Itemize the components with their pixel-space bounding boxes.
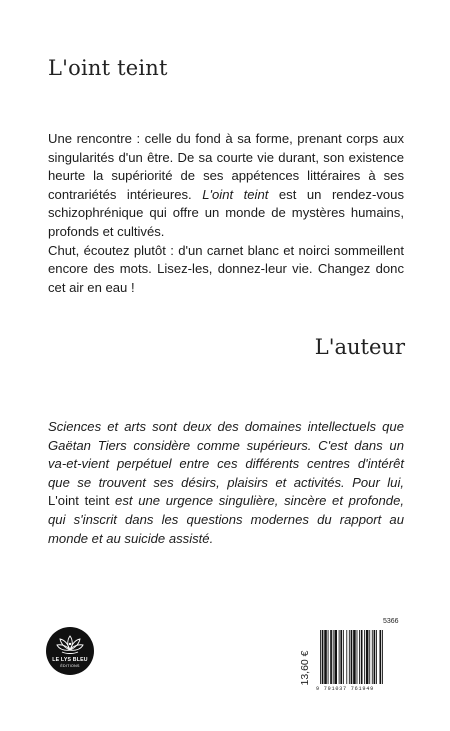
author-heading: L'auteur <box>314 335 405 359</box>
price-label: 13,60 € <box>299 650 311 686</box>
barcode-bar <box>339 630 340 684</box>
barcode-bar <box>361 630 363 684</box>
barcode-bar <box>359 630 360 684</box>
barcode-bar <box>343 630 344 684</box>
author-bio-text: est une urgence singulière, sincère et profonde, qui s'inscrit dans les questions modernes du rapport au monde et au suicide assisté. <box>48 493 404 546</box>
barcode-bar <box>334 630 337 684</box>
barcode-bar <box>349 630 350 684</box>
publisher-name: LE LYS BLEU <box>52 657 88 663</box>
synopsis-title-ref: L'oint teint <box>202 186 269 202</box>
barcode-bar <box>328 630 329 684</box>
barcode-bar <box>340 630 342 684</box>
barcode-bar <box>369 630 370 684</box>
publisher-logo <box>46 627 94 675</box>
barcode-bar <box>376 630 377 684</box>
barcode-bar <box>364 630 365 684</box>
barcode-bar <box>324 630 327 684</box>
barcode-bar <box>380 630 382 684</box>
book-title: L'oint teint <box>48 56 168 80</box>
isbn-digits: 9 791037 761949 <box>316 686 374 692</box>
synopsis-paragraph-1 <box>48 130 404 242</box>
author-bio-title-ref: L'oint teint <box>48 493 110 509</box>
barcode-bar <box>330 630 332 684</box>
barcode-bar <box>346 630 347 684</box>
barcode-bar <box>353 630 356 684</box>
author-bio-text: Sciences et arts sont deux des domaines intellectuels que Gaëtan Tiers considère comme supérieurs. C'est dans un va-et-vient perpétuel entre ces différents centres d'intérêt que se trouvent ses désirs, plaisirs et activités. Pour lui, <box>48 419 404 490</box>
barcode-bar <box>374 630 376 684</box>
barcode-bar <box>333 630 334 684</box>
author-bio <box>48 418 404 548</box>
barcode-bar <box>322 630 324 684</box>
barcode-bar <box>366 630 369 684</box>
barcode-bar <box>320 630 321 684</box>
barcode-bar <box>357 630 358 684</box>
barcode-bar <box>382 630 383 684</box>
barcode <box>320 630 404 684</box>
synopsis-text: Une rencontre : celle du fond à sa forme, prenant corps aux singularités d'un être. De sa courte vie durant, son existence heurte la supériorité de ses appétences littéraires à ses contrariétés intérieures. <box>48 131 404 202</box>
barcode-bar <box>351 630 353 684</box>
synopsis <box>48 130 404 297</box>
synopsis-text: est un rendez-vous schizophrénique qui offre un monde de mystères humains, profonds et cultivés. <box>48 186 404 239</box>
synopsis-paragraph-2: Chut, écoutez plutôt : d'un carnet blanc et noirci sommeillent encore des mots. Lisez-les, donnez-leur vie. Changez donc cet air en eau ! <box>48 242 404 295</box>
publisher-subtitle: ÉDITIONS <box>60 664 80 668</box>
product-code: 5366 <box>383 618 399 625</box>
barcode-bar <box>372 630 373 684</box>
